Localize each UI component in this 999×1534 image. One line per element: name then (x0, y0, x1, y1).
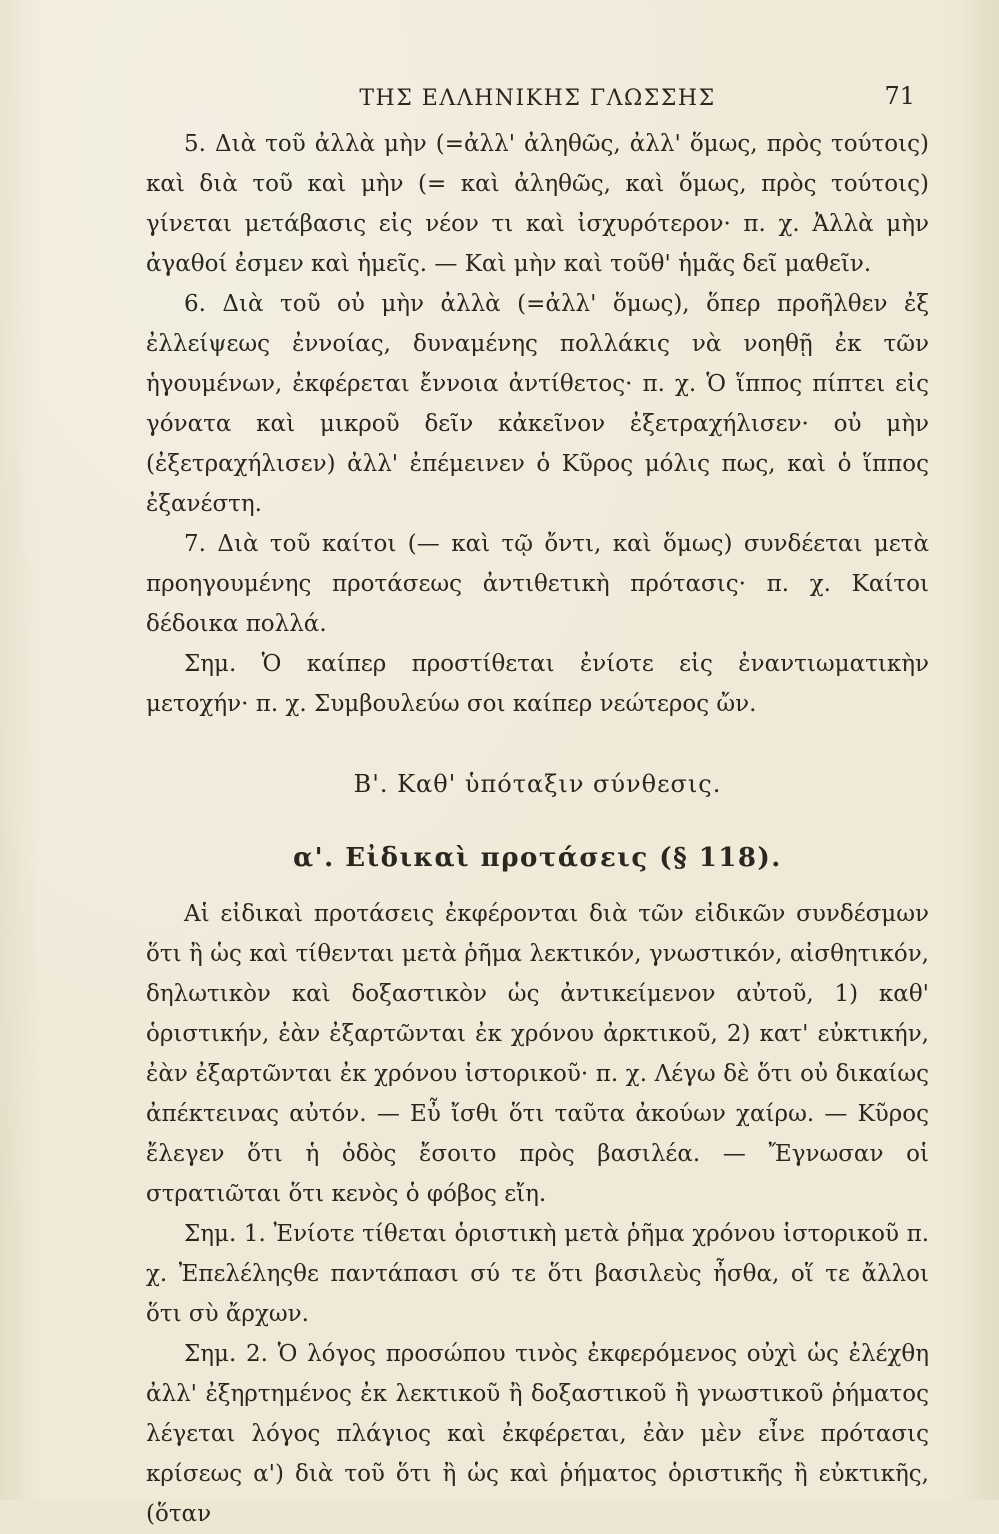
note-2: Σημ. 2. Ὁ λόγος προσώπου τινὸς ἐκφερόμενος οὐχὶ ὡς ἐλέχθη ἀλλ' ἐξηρτημένος ἐκ λεκτικοῦ ἢ δοξαστικοῦ ἢ γνωστικοῦ ῥήματος λέγεται λόγος πλάγιος καὶ ἐκφέρεται, ἐὰν μὲν εἶνε πρότασις κρίσεως α') διὰ τοῦ ὅτι ἢ ὡς καὶ ῥήματος ὁριστικῆς ἢ εὐκτικῆς, (ὅταν (146, 1341, 929, 1527)
note-kaiper: Σημ. Ὁ καίπερ προστίθεται ἐνίοτε εἰς ἐναντιωματικὴν μετοχήν· π. χ. Συμβουλεύω σοι καίπερ νεώτερος ὤν. (146, 651, 929, 717)
paragraph-6: 6. Διὰ τοῦ οὐ μὴν ἀλλὰ (=ἀλλ' ὅμως), ὅπερ προῆλθεν ἐξ ἐλλείψεως ἐννοίας, δυναμένης πολλάκις νὰ νοηθῇ ἐκ τῶν ἡγουμένων, ἐκφέρεται ἔννοια ἀντίθετος· π. χ. Ὁ ἵππος πίπτει εἰς γόνατα καὶ μικροῦ δεῖν κἀκεῖνον ἐξετραχήλισεν· οὐ μὴν (ἐξετραχήλισεν) ἀλλ' ἐπέμεινεν ὁ Κῦρος μόλις πως, καὶ ὁ ἵππος ἐξανέστη. (146, 291, 929, 517)
paragraph-5: 5. Διὰ τοῦ ἀλλὰ μὴν (=ἀλλ' ἀληθῶς, ἀλλ' ὅμως, πρὸς τούτοις) καὶ διὰ τοῦ καὶ μὴν (= καὶ ἀληθῶς, καὶ ὅμως, πρὸς τούτοις) γίνεται μετάβασις εἰς νέον τι καὶ ἰσχυρότερον· π. χ. Ἀλλὰ μὴν ἀγαθοί ἐσμεν καὶ ἡμεῖς. — Καὶ μὴν καὶ τοῦθ' ἡμᾶς δεῖ μαθεῖν. (146, 131, 929, 277)
paragraph-7: 7. Διὰ τοῦ καίτοι (— καὶ τῷ ὄντι, καὶ ὅμως) συνδέεται μετὰ προηγουμένης προτάσεως ἀντιθετικὴ πρότασις· π. χ. Καίτοι δέδοικα πολλά. (146, 531, 929, 637)
page-number: 71 (884, 82, 915, 110)
page-body (146, 124, 929, 1534)
running-head (146, 80, 929, 116)
note-1: Σημ. 1. Ἐνίοτε τίθεται ὁριστικὴ μετὰ ῥῆμα χρόνου ἱστορικοῦ π. χ. Ἐπελέληςθε παντάπασι σύ τε ὅτι βασιλεὺς ἦσθα, οἵ τε ἄλλοι ὅτι σὺ ἄρχων. (146, 1221, 929, 1327)
subsection-heading: α'. Εἰδικαὶ προτάσεις (§ 118). (293, 843, 782, 873)
section-heading: Β'. Καθ' ὑπόταξιν σύνθεσις. (353, 770, 722, 798)
paragraph-eidikai: Αἱ εἰδικαὶ προτάσεις ἐκφέρονται διὰ τῶν εἰδικῶν συνδέσμων ὅτι ἢ ὡς καὶ τίθενται μετὰ ῥῆμα λεκτικόν, γνωστικόν, αἰσθητικόν, δηλωτικὸν καὶ δοξαστικὸν ὡς ἀντικείμενον αὐτοῦ, 1) καθ' ὁριστικήν, ἐὰν ἐξαρτῶνται ἐκ χρόνου ἀρκτικοῦ, 2) κατ' εὐκτικήν, ἐὰν ἐξαρτῶνται ἐκ χρόνου ἱστορικοῦ· π. χ. Λέγω δὲ ὅτι οὐ δικαίως ἀπέκτεινας αὐτόν. — Εὖ ἴσθι ὅτι ταῦτα ἀκούων χαίρω. — Κῦρος ἔλεγεν ὅτι ἡ ὁδὸς ἔσοιτο πρὸς βασιλέα. — Ἔγνωσαν οἱ στρατιῶται ὅτι κενὸς ὁ φόβος εἴη. (146, 901, 929, 1207)
running-title: ΤΗΣ ΕΛΛΗΝΙΚΗΣ ΓΛΩΣΣΗΣ (359, 86, 716, 111)
